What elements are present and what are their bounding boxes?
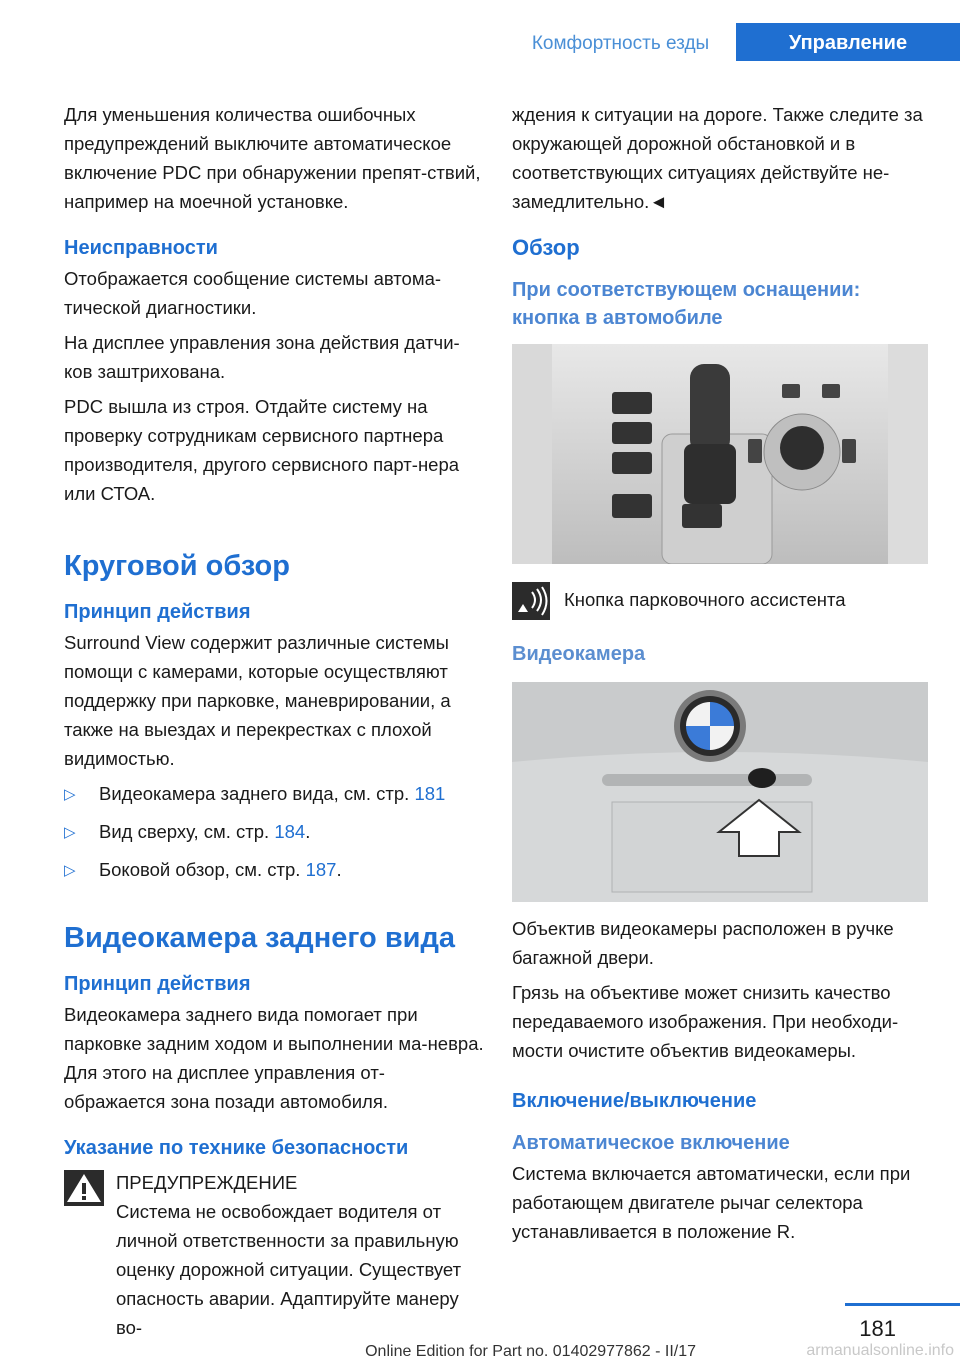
page-link[interactable]: 184 [274,821,306,842]
button-caption: Кнопка парковочного ассистента [564,589,846,610]
warning-block [64,1168,484,1342]
triangle-bullet-icon: ▷ [64,786,76,803]
faults-paragraph-1: Отображается сообщение системы автома-тической диагностики. [64,268,442,318]
parking-assistant-button-icon [512,582,550,620]
warning-text-start: Система не освобождает водителя от личной ответственности за правильную оценку дорожной ситуации. Существует опасность аварии. Адаптируйте манеру во- [116,1201,462,1338]
warning-title: ПРЕДУПРЕЖДЕНИЕ [116,1172,298,1193]
list-item: ▷ Боковой обзор, см. стр. 187. [64,855,484,884]
page-number: 181 [859,1316,896,1341]
page-header [0,23,960,61]
intro-paragraph: Для уменьшения количества ошибочных предупреждений выключите автоматическое включение PDC при обнаружении препят-ствий, например на моечной установке. [64,104,481,212]
safety-heading: Указание по технике безопасности [64,1137,409,1159]
triangle-bullet-icon: ▷ [64,824,76,841]
surround-paragraph: Surround View содержит различные системы помощи с камерами, которые осуществляют поддержку при парковке, маневрировании, а также на выездах и перекрестках с плохой видимостью. [64,632,451,769]
faults-paragraph-3: PDC вышла из строя. Отдайте систему на проверку сотрудникам сервисного партнера производителя, другого сервисного парт-нера или СТОА. [64,396,460,504]
page-link[interactable]: 187 [305,859,337,880]
list-item: ▷ Видеокамера заднего вида, см. стр. 181 [64,779,484,808]
rear-camera-paragraph: Видеокамера заднего вида помогает при парковке задним ходом и выполнении ма-невра. Для этого на дисплее управления от-ображается зона позади автомобиля. [64,1004,484,1112]
faults-heading: Неисправности [64,237,218,259]
edition-note: Online Edition for Part no. 01402977862 - II/17 [365,1343,696,1360]
rear-camera-principle-heading: Принцип действия [64,973,251,995]
watermark: armanualsonline.info [806,1342,954,1359]
auto-on-paragraph: Система включается автоматически, если при работающем двигателе рычаг селектора устанавливается в положение R. [512,1163,911,1242]
triangle-bullet-icon: ▷ [64,862,76,879]
surround-view-heading: Круговой обзор [64,550,290,582]
camera-paragraph-1: Объектив видеокамеры расположен в ручке багажной двери. [512,918,894,968]
faults-paragraph-2: На дисплее управления зона действия датчи-ков заштрихована. [64,332,460,382]
on-off-heading: Включение/выключение [512,1090,757,1112]
left-column [64,100,484,1342]
center-console-photo [512,344,928,564]
section-tab[interactable]: Комфортность езды [531,33,710,54]
overview-heading: Обзор [512,235,580,260]
footer-rule [845,1303,960,1306]
right-column [512,100,928,1252]
button-caption-row [512,582,928,620]
warning-triangle-icon [64,1170,104,1206]
chapter-tab[interactable]: Управление [736,23,960,61]
page-link[interactable]: 181 [414,783,446,804]
rear-camera-heading: Видеокамера заднего вида [64,922,456,954]
equipment-heading: При соответствующем оснащении: кнопка в автомобиле [512,279,861,329]
surround-bullet-list [64,779,484,884]
auto-on-heading: Автоматическое включение [512,1132,790,1154]
camera-heading: Видеокамера [512,643,646,665]
camera-paragraph-2: Грязь на объективе может снизить качество передаваемого изображения. При необходи-мости очистите объектив видеокамеры. [512,982,899,1061]
list-item: ▷ Вид сверху, см. стр. 184. [64,817,484,846]
warning-text-continued: ждения к ситуации на дороге. Также следите за окружающей дорожной обстановкой и в соответствующих ситуациях действуйте не-замедлительно.◄ [512,104,923,212]
surround-principle-heading: Принцип действия [64,601,251,623]
tailgate-camera-photo [512,682,928,902]
